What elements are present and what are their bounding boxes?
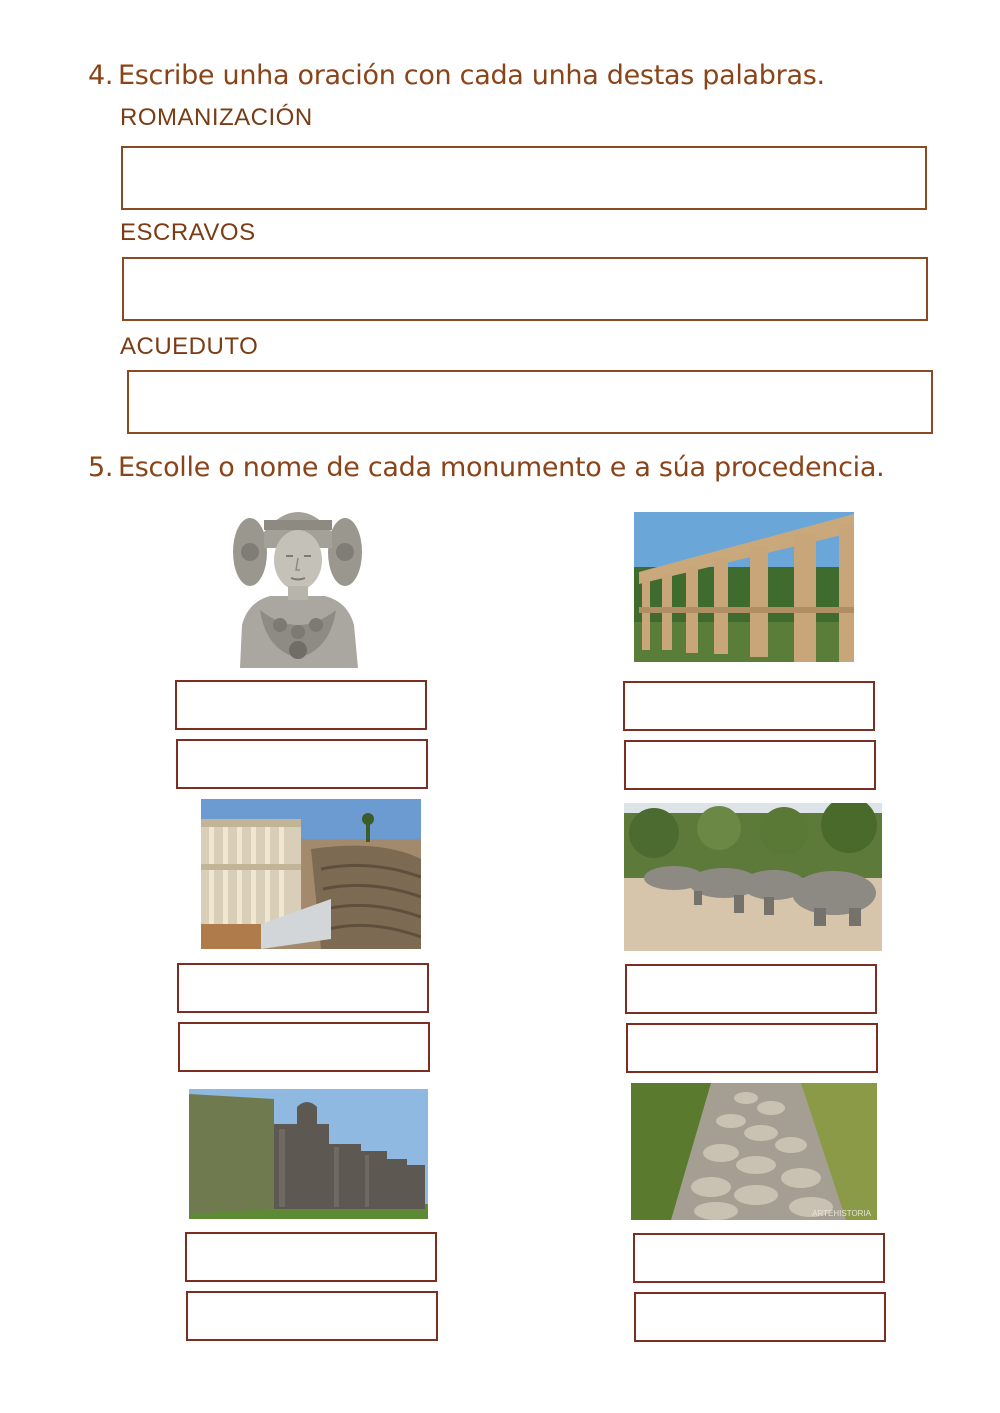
word-acueduto: ACUEDUTO	[120, 333, 259, 360]
word-escravos: ESCRAVOS	[120, 219, 256, 246]
exercise-4-instruction: Escribe unha oración con cada unha destas palabras.	[118, 60, 825, 91]
monument-3-origin-input[interactable]	[178, 1022, 430, 1072]
monument-4-origin-input[interactable]	[626, 1023, 878, 1073]
sentence-input-escravos[interactable]	[122, 257, 928, 321]
exercise-4-number: 4.	[88, 60, 114, 91]
roman-wall-image	[189, 1089, 428, 1219]
monument-6-name-input[interactable]	[633, 1233, 885, 1283]
monument-6-origin-input[interactable]	[634, 1292, 886, 1342]
monument-1-name-input[interactable]	[175, 680, 427, 730]
monument-5-name-input[interactable]	[185, 1232, 437, 1282]
word-romanizacion: ROMANIZACIÓN	[120, 104, 313, 131]
roman-road-image	[631, 1083, 877, 1220]
monument-4-name-input[interactable]	[625, 964, 877, 1014]
sentence-input-acueduto[interactable]	[127, 370, 933, 434]
monument-3-name-input[interactable]	[177, 963, 429, 1013]
exercise-5-heading	[88, 452, 884, 483]
monument-2-name-input[interactable]	[623, 681, 875, 731]
monument-2-origin-input[interactable]	[624, 740, 876, 790]
watermark-text: ARTEHISTORIA	[812, 1209, 871, 1218]
aqueduct-image	[634, 512, 854, 662]
monument-5-origin-input[interactable]	[186, 1291, 438, 1341]
bust-sculpture-image	[220, 490, 375, 670]
exercise-4-heading	[88, 60, 825, 91]
stone-bulls-image	[624, 803, 882, 951]
monument-1-origin-input[interactable]	[176, 739, 428, 789]
roman-theatre-image	[201, 799, 421, 949]
sentence-input-romanizacion[interactable]	[121, 146, 927, 210]
exercise-5-number: 5.	[88, 452, 114, 483]
exercise-5-instruction: Escolle o nome de cada monumento e a súa procedencia.	[118, 452, 885, 483]
